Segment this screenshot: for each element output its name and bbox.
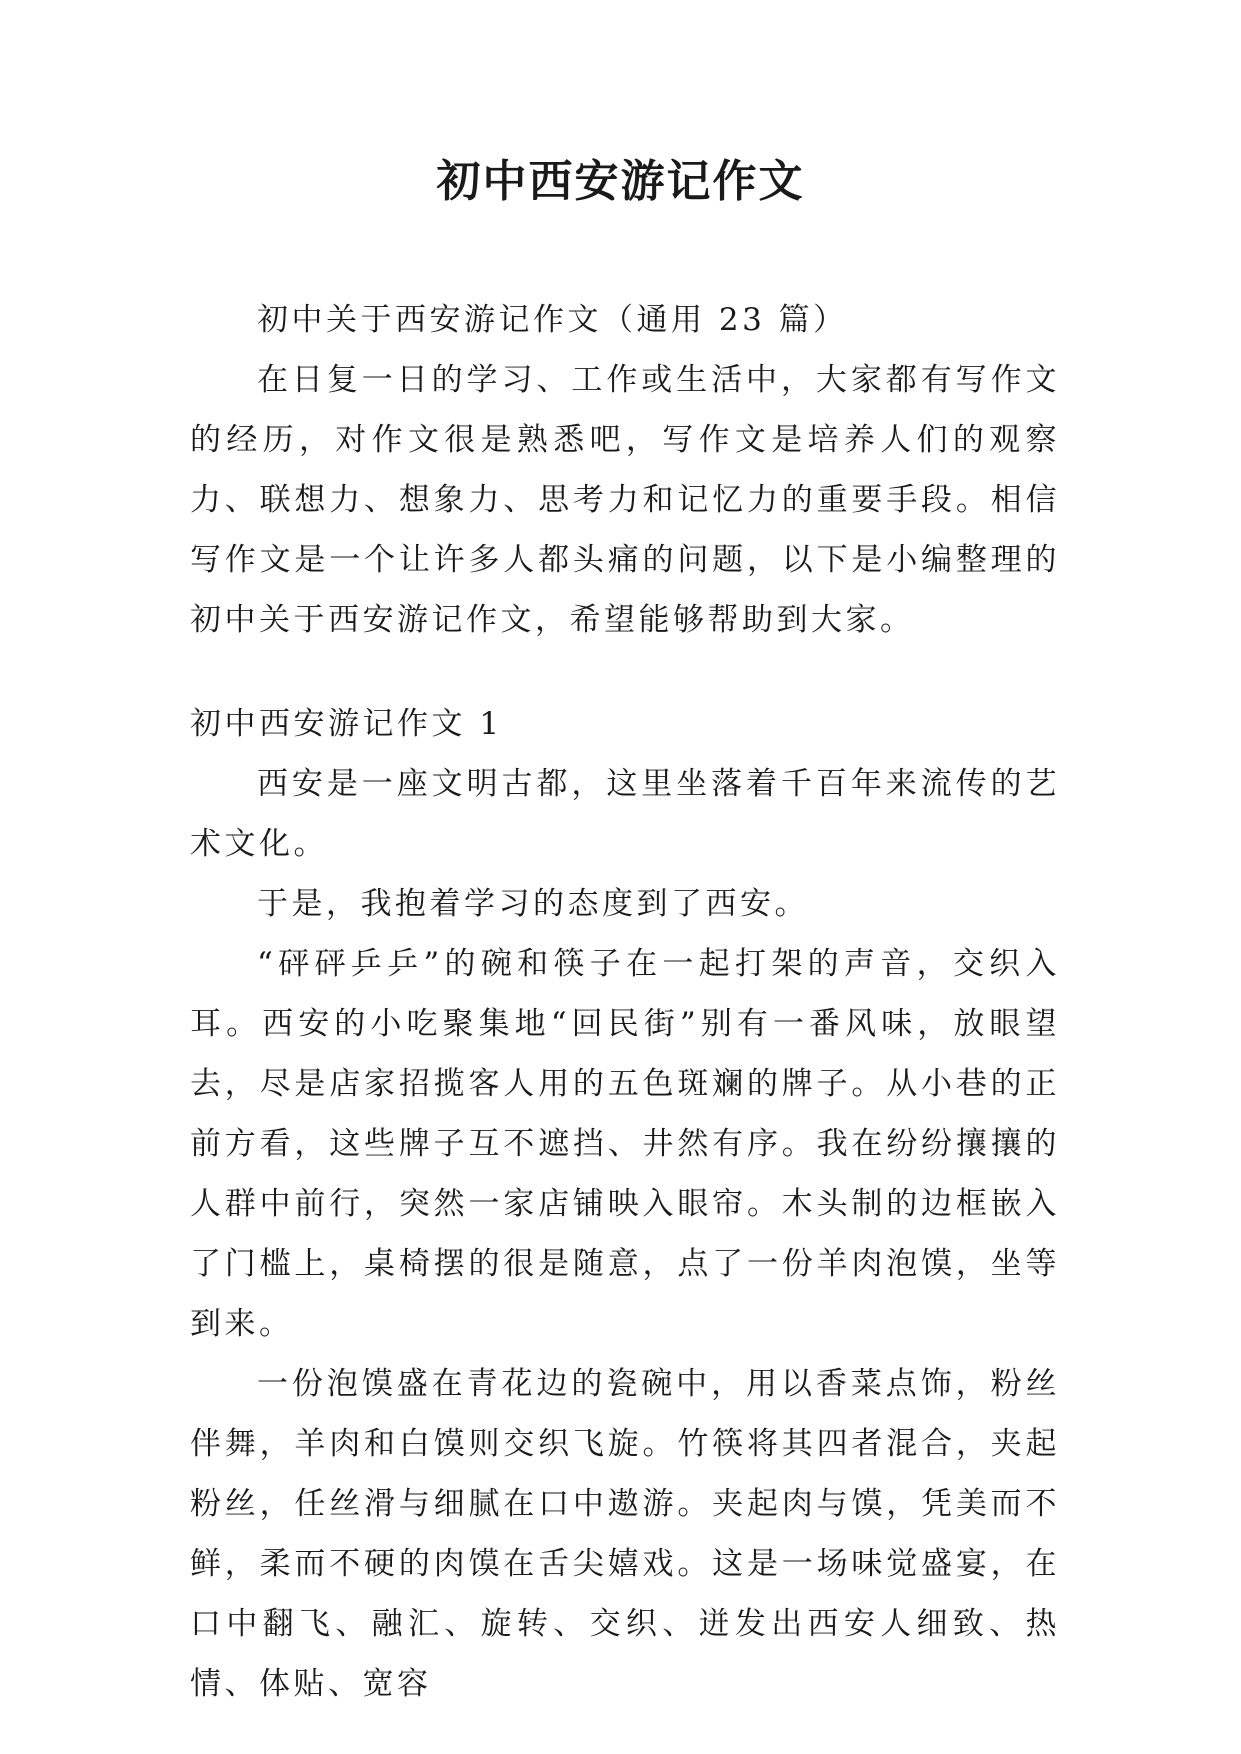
document-title: 初中西安游记作文 [436, 156, 805, 207]
body-paragraph: 一份泡馍盛在青花边的瓷碗中，用以香菜点饰，粉丝伴舞，羊肉和白馍则交织飞旋。竹筷将其四者混合，夹起粉丝，任丝滑与细腻在口中遨游。夹起肉与馍，凭美而不鲜，柔而不硬的肉馍在舌尖嬉戏。这是一场味觉盛宴，在口中翻飞、融汇、旋转、交织、迸发出西安人细致、热情、体贴、宽容 [190, 1366, 1060, 1702]
body-paragraph: 于是，我抱着学习的态度到了西安。 [257, 886, 809, 922]
intro-paragraph: 在日复一日的学习、工作或生活中，大家都有写作文的经历，对作文很是熟悉吧，写作文是培养人们的观察力、联想力、想象力、思考力和记忆力的重要手段。相信写作文是一个让许多人都头痛的问题，以下是小编整理的初中关于西安游记作文，希望能够帮助到大家。 [190, 362, 1060, 638]
document-subtitle: 初中关于西安游记作文（通用 23 篇） [257, 302, 848, 338]
document-body [190, 290, 1060, 1714]
section-heading: 初中西安游记作文 1 [190, 706, 503, 742]
body-paragraph: 西安是一座文明古都，这里坐落着千百年来流传的艺术文化。 [190, 766, 1060, 862]
body-paragraph: “砰砰乒乒”的碗和筷子在一起打架的声音，交织入耳。西安的小吃聚集地“回民街”别有一番风味，放眼望去，尽是店家招揽客人用的五色斑斓的牌子。从小巷的正前方看，这些牌子互不遮挡、井然有序。我在纷纷攘攘的人群中前行，突然一家店铺映入眼帘。木头制的边框嵌入了门槛上，桌椅摆的很是随意，点了一份羊肉泡馍，坐等到来。 [190, 946, 1060, 1342]
